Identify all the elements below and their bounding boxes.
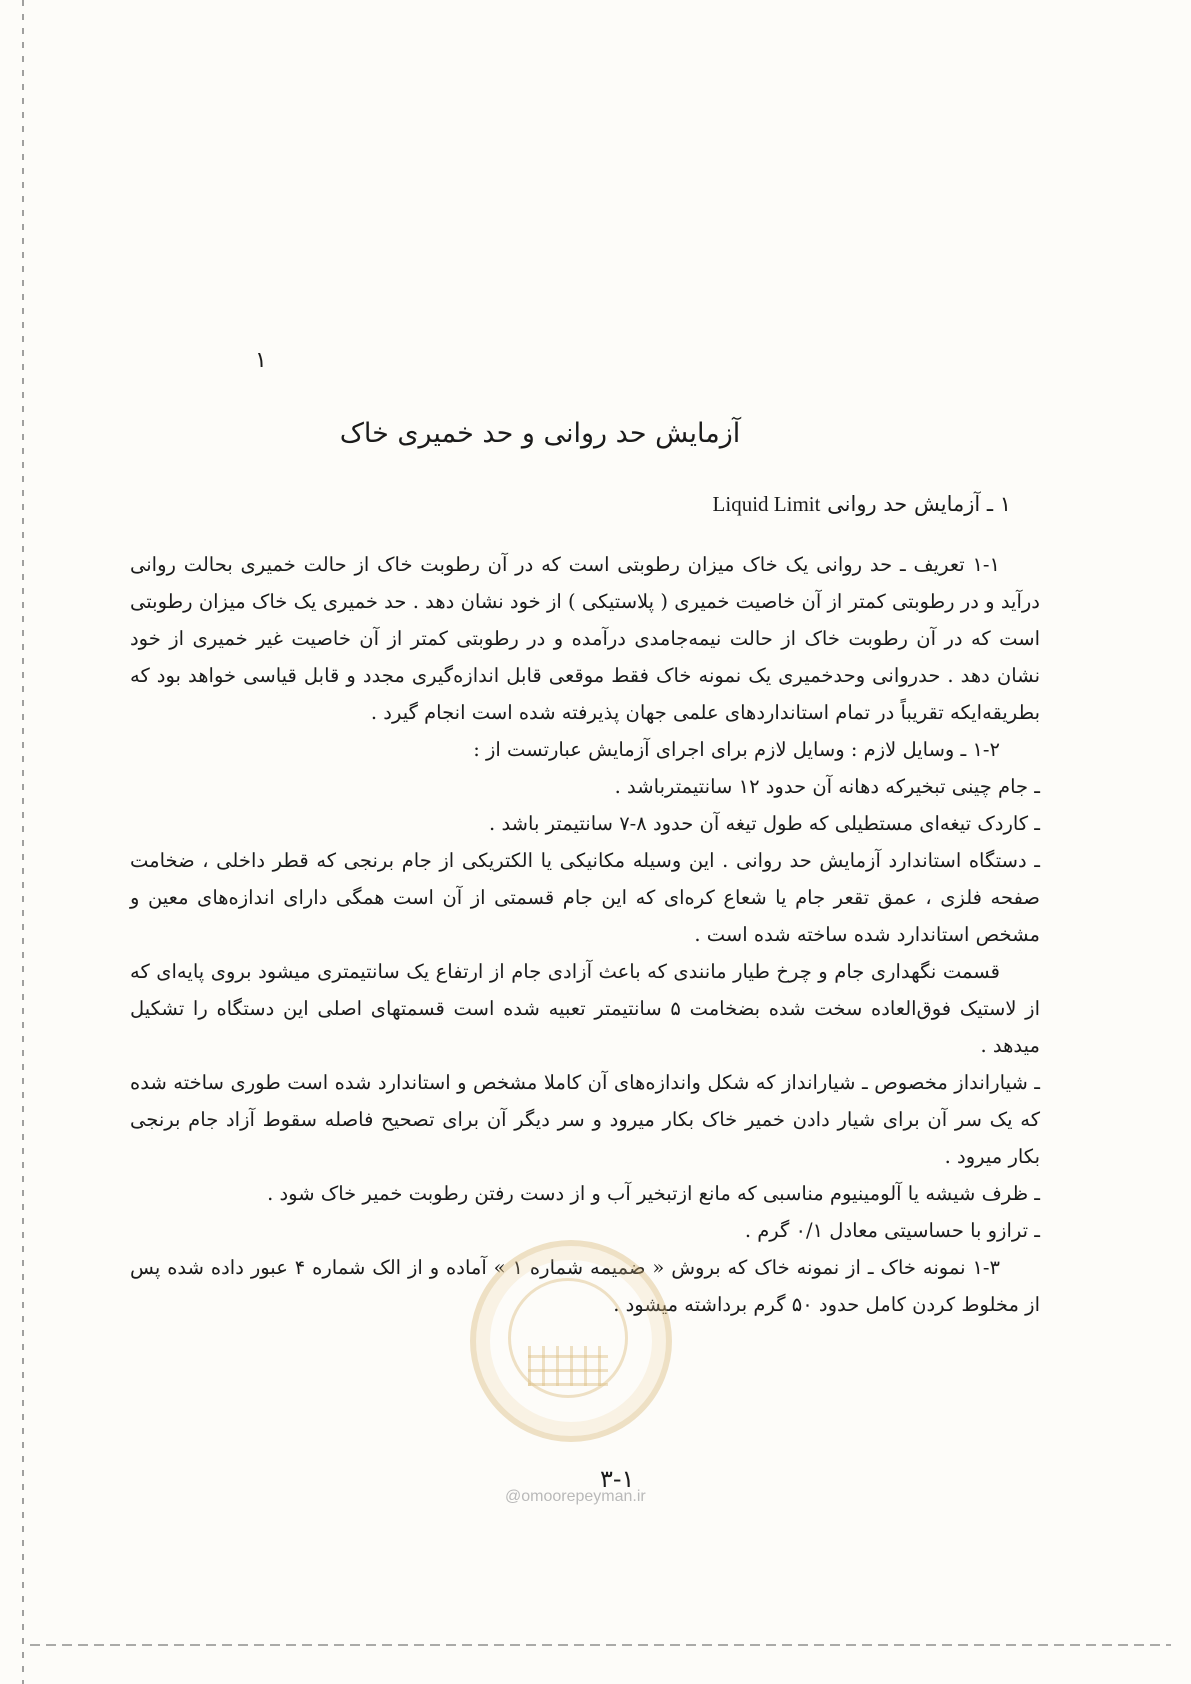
section-heading-english: Liquid Limit <box>712 492 821 516</box>
section-heading <box>713 492 1011 517</box>
document-title: آزمایش حد روانی و حد خمیری خاک <box>339 418 741 449</box>
list-item-balance: ـ ترازو با حساسیتی معادل ۰/۱ گرم . <box>744 1219 1040 1242</box>
paragraph-equipment-intro: ۱-۲ ـ وسایل لازم : وسایل لازم برای اجرای آزمایش عبارتست از : <box>473 738 1000 761</box>
section-heading-label: ۱ ـ آزمایش حد روانی <box>827 492 1011 516</box>
page-number: ۳-۱ <box>600 1465 635 1493</box>
page-mark: ۱ <box>255 348 267 373</box>
list-item-grooving-tool: ـ شیارانداز مخصوص ـ شیارانداز که شکل واندازه‌های آن کاملا مشخص و استاندارد شده است طوری ساخته شده که یک سر آن برای شیار دادن خمیر خاک بکار میرود و سر دیگر آن برای تصحیح فاصله سقوط آزاد جام برنجی بکار میرود . <box>130 1071 1040 1168</box>
list-item-evaporating-dish: ـ جام چینی تبخیرکه دهانه آن حدود ۱۲ سانتیمترباشد . <box>614 775 1040 798</box>
list-item-spatula: ـ کاردک تیغه‌ای مستطیلی که طول تیغه آن حدود ۸-۷ سانتیمتر باشد . <box>489 812 1040 835</box>
watermark-text: @omoorepeyman.ir <box>505 1488 646 1505</box>
scan-edge-left <box>22 0 24 1684</box>
list-item-container: ـ ظرف شیشه یا آلومینیوم مناسبی که مانع ازتبخیر آب و از دست رفتن رطوبت خمیر خاک شود . <box>267 1182 1040 1205</box>
scan-edge-bottom <box>30 1644 1171 1646</box>
seal-grid <box>528 1346 608 1386</box>
body-text <box>130 546 1040 1323</box>
watermark-seal-logo <box>470 1240 672 1442</box>
paragraph-definition: ۱-۱ تعریف ـ حد روانی یک خاک میزان رطوبتی است که در آن رطوبت خاک از حالت خمیری بحالت روانی درآید و در رطوبتی کمتر از آن خاصیت خمیری ( پلاستیکی ) از خود نشان دهد . حد خمیری یک خاک میزان رطوبتی است که در آن رطوبت خاک از حالت نیمه‌جامدی درآمده و در رطوبتی کمتر از آن خاصیت غیر خمیری از خود نشان دهد . حدروانی وحدخمیری یک نمونه خاک فقط موقعی قابل اندازه‌گیری مجدد و قابل قیاسی خواهد بود که بطریقه‌ایکه تقریباً در تمام استانداردهای علمی جهان پذیرفته شده است انجام گیرد . <box>130 553 1040 724</box>
paragraph-device-parts: قسمت نگهداری جام و چرخ طیار مانندی که باعث آزادی جام از ارتفاع یک سانتیمتری میشود بروی پایه‌ای که از لاستیک فوق‌العاده سخت شده بضخامت ۵ سانتیمتر تعبیه شده است قسمتهای اصلی این دستگاه را تشکیل میدهد . <box>130 960 1041 1057</box>
list-item-liquid-limit-device: ـ دستگاه استاندارد آزمایش حد روانی . این وسیله مکانیکی یا الکتریکی از جام برنجی که قطر داخلی ، ضخامت صفحه فلزی ، عمق تقعر جام یا شعاع کره‌ای که این جام قسمتی از آن است همگی دارای اندازه‌های معین و مشخص استاندارد شده ساخته شده است . <box>130 849 1040 946</box>
paragraph-soil-sample: ۱-۳ نمونه خاک ـ از نمونه خاک که بروش « ضمیمه شماره ۱ » آماده و از الک شماره ۴ عبور داده شده پس از مخلوط کردن کامل حدود ۵۰ گرم برداشته میشود . <box>130 1256 1040 1316</box>
